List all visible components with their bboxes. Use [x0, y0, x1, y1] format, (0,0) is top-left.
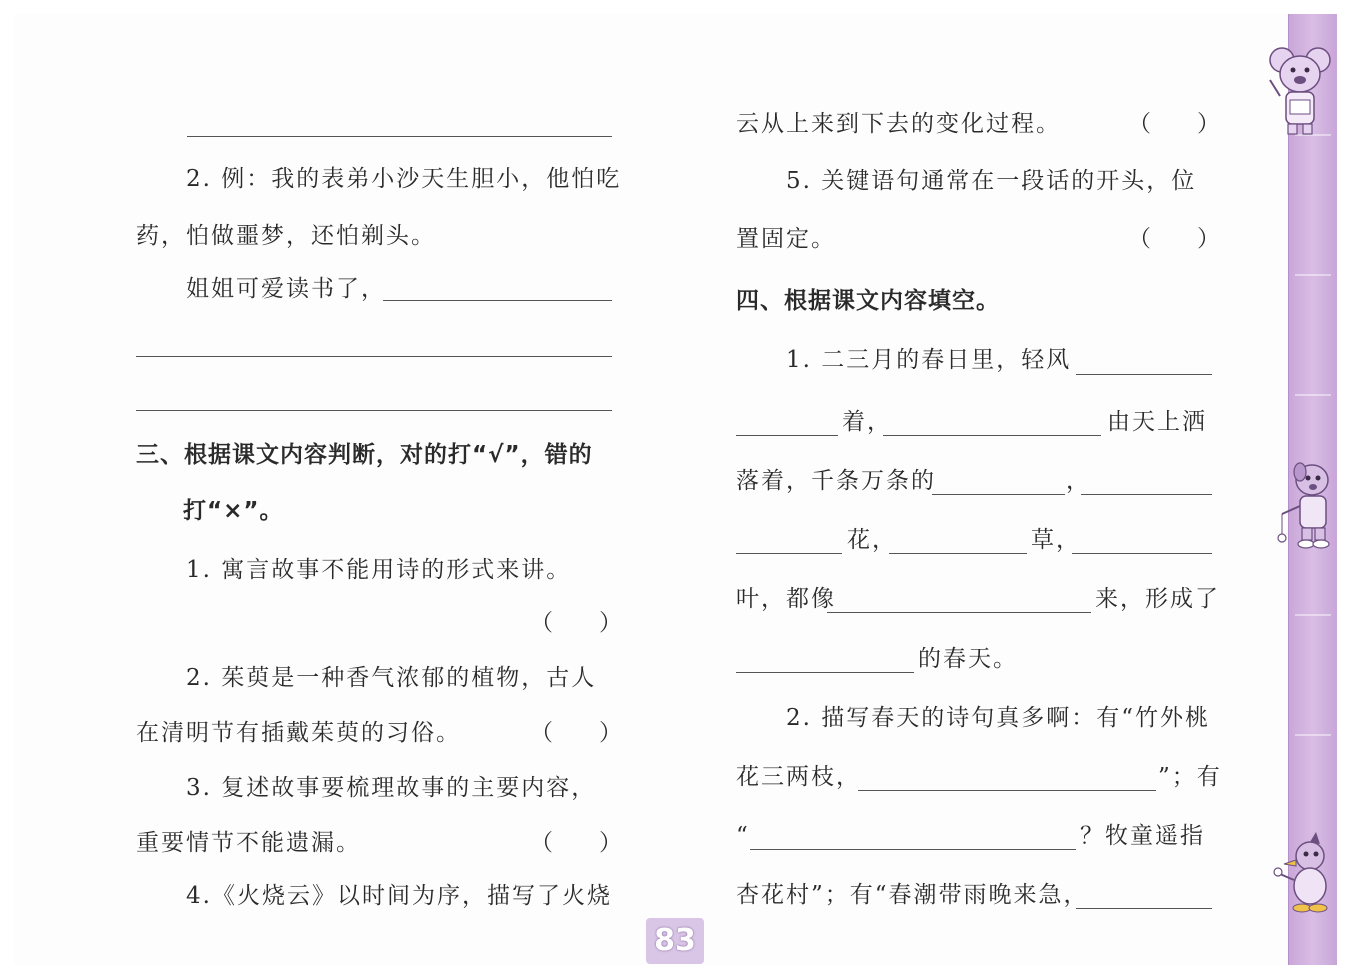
fill-blank[interactable] — [750, 849, 1076, 850]
puppy-yoyo-mascot-icon — [1260, 458, 1340, 558]
judge-item-2-cont: 在清明节有插戴茱萸的习俗。 — [136, 720, 461, 746]
fill-2-text: “ — [736, 823, 750, 849]
judge-item-5-cont: 置固定。 — [736, 226, 836, 252]
answer-line — [136, 356, 612, 357]
answer-parentheses[interactable]: （ ） — [530, 720, 622, 746]
fill-1-text: ， — [1066, 468, 1091, 494]
fill-blank[interactable] — [827, 612, 1091, 613]
answer-line — [383, 300, 612, 301]
fill-1-text: 的春天。 — [918, 646, 1018, 672]
judge-item-3: 3. 复述故事要梳理故事的主要内容， — [186, 775, 597, 801]
fill-blank[interactable] — [932, 494, 1065, 495]
answer-line — [187, 136, 612, 137]
fill-blank[interactable] — [736, 672, 914, 673]
judge-item-4: 4.《火烧云》以时间为序，描写了火烧 — [186, 883, 612, 909]
fill-blank[interactable] — [1081, 494, 1212, 495]
fill-blank[interactable] — [858, 790, 1156, 791]
answer-parentheses[interactable]: （ ） — [530, 610, 622, 636]
fill-blank[interactable] — [1076, 908, 1212, 909]
judge-item-1: 1. 寓言故事不能用诗的形式来讲。 — [186, 557, 572, 583]
fill-2-text: 杏花村”；有“春潮带雨晚来急， — [736, 882, 1089, 908]
fill-1-text: 花， — [847, 527, 897, 553]
fill-2-text: ”；有 — [1158, 764, 1222, 790]
section-4-title: 四、根据课文内容填空。 — [736, 288, 1000, 314]
judge-item-5: 5. 关键语句通常在一段话的开头，位 — [786, 168, 1197, 194]
fill-blank[interactable] — [1072, 553, 1212, 554]
question-2-example-cont: 药，怕做噩梦，还怕剃头。 — [136, 223, 436, 249]
fill-blank[interactable] — [1076, 374, 1212, 375]
fill-1-text: 由天上洒 — [1107, 409, 1207, 435]
judge-item-3-cont: 重要情节不能遗漏。 — [136, 830, 361, 856]
judge-item-2: 2. 茱萸是一种香气浓郁的植物，古人 — [186, 665, 597, 691]
page-number: 83 — [646, 918, 704, 964]
fill-1-text: 叶，都像 — [736, 586, 836, 612]
fill-1-text: 草， — [1031, 527, 1081, 553]
fill-2-line-1: 2. 描写春天的诗句真多啊：有“竹外桃 — [786, 705, 1211, 731]
fill-blank[interactable] — [736, 435, 838, 436]
koala-mascot-icon — [1260, 40, 1340, 140]
section-3-title: 三、根据课文内容判断，对的打“√”，错的 — [136, 442, 593, 468]
answer-line — [136, 410, 612, 411]
fill-1-line-1: 1. 二三月的春日里，轻风 — [786, 347, 1072, 373]
question-2-prompt: 姐姐可爱读书了， — [186, 276, 386, 302]
fill-1-text: 落着，千条万条的 — [736, 468, 936, 494]
fill-1-text: 来，形成了 — [1095, 586, 1220, 612]
fill-blank[interactable] — [736, 553, 842, 554]
fill-1-text: 着， — [842, 409, 892, 435]
bird-mascot-icon — [1260, 830, 1340, 930]
fill-blank[interactable] — [889, 553, 1027, 554]
section-3-title-cont: 打“×”。 — [183, 498, 284, 524]
fill-2-text: 花三两枝， — [736, 764, 861, 790]
answer-parentheses[interactable]: （ ） — [530, 830, 622, 856]
answer-parentheses[interactable]: （ ） — [1128, 226, 1220, 252]
judge-item-4-cont: 云从上来到下去的变化过程。 — [736, 111, 1061, 137]
answer-parentheses[interactable]: （ ） — [1128, 111, 1220, 137]
question-2-example: 2. 例：我的表弟小沙天生胆小，他怕吃 — [186, 166, 622, 192]
fill-2-text: ？牧童遥指 — [1080, 823, 1205, 849]
fill-blank[interactable] — [883, 435, 1101, 436]
